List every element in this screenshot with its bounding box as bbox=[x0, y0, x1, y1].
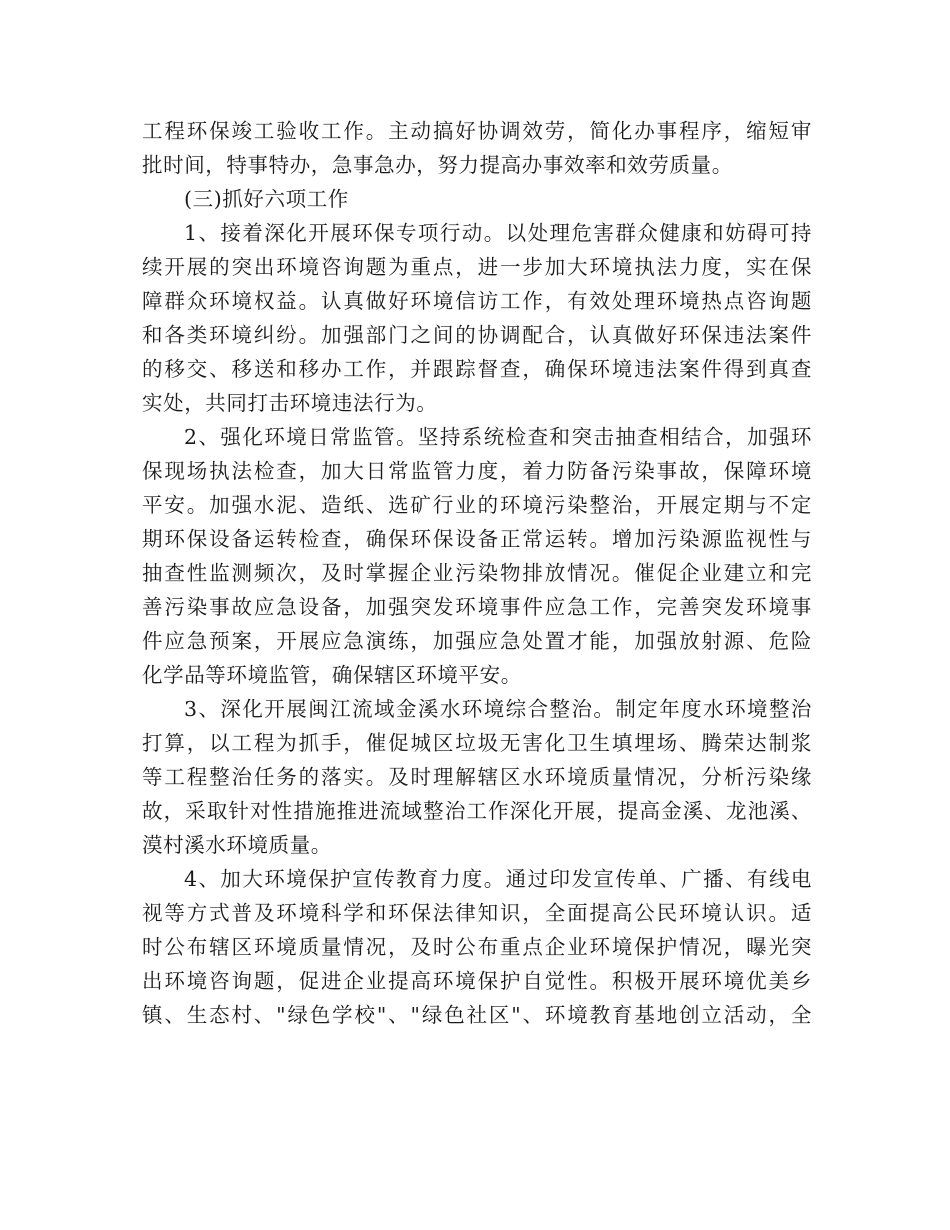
text-line: 漠村溪水环境质量。 bbox=[142, 833, 332, 857]
text-line: 抽查性监测频次，及时掌握企业污染物排放情况。催促企业建立和完 bbox=[142, 561, 812, 585]
text-line: 镇、生态村、"绿色学校"、"绿色社区"、环境教育基地创立活动，全 bbox=[142, 1003, 812, 1027]
text-line: 时公布辖区环境质量情况，及时公布重点企业环境保护情况，曝光突 bbox=[142, 935, 812, 959]
text-line: 1、接着深化开展环保专项行动。以处理危害群众健康和妨碍可持 bbox=[184, 221, 812, 245]
text-line: 障群众环境权益。认真做好环境信访工作，有效处理环境热点咨询题 bbox=[142, 289, 812, 313]
text-line: 4、加大环境保护宣传教育力度。通过印发宣传单、广播、有线电 bbox=[184, 867, 812, 891]
text-line: 工程环保竣工验收工作。主动搞好协调效劳，简化办事程序，缩短审 bbox=[142, 119, 812, 143]
text-line: 批时间，特事特办，急事急办，努力提高办事效率和效劳质量。 bbox=[142, 153, 733, 177]
section-heading: (三)抓好六项工作 bbox=[184, 187, 349, 211]
text-line: 等工程整治任务的落实。及时理解辖区水环境质量情况，分析污染缘 bbox=[142, 765, 812, 789]
text-line: 故，采取针对性措施推进流域整治工作深化开展，提高金溪、龙池溪、 bbox=[142, 799, 812, 823]
document-body bbox=[142, 114, 812, 1032]
text-line: 化学品等环境监管，确保辖区环境平安。 bbox=[142, 663, 522, 687]
text-line: 和各类环境纠纷。加强部门之间的协调配合，认真做好环保违法案件 bbox=[142, 323, 812, 347]
text-line: 续开展的突出环境咨询题为重点，进一步加大环境执法力度，实在保 bbox=[142, 255, 812, 279]
text-line: 2、强化环境日常监管。坚持系统检查和突击抽查相结合，加强环 bbox=[184, 425, 812, 449]
text-line: 保现场执法检查，加大日常监管力度，着力防备污染事故，保障环境 bbox=[142, 459, 812, 483]
text-line: 善污染事故应急设备，加强突发环境事件应急工作，完善突发环境事 bbox=[142, 595, 812, 619]
text-line: 出环境咨询题，促进企业提高环境保护自觉性。积极开展环境优美乡 bbox=[142, 969, 812, 993]
text-line: 3、深化开展闽江流域金溪水环境综合整治。制定年度水环境整治 bbox=[184, 697, 812, 721]
text-line: 平安。加强水泥、造纸、选矿行业的环境污染整治，开展定期与不定 bbox=[142, 493, 812, 517]
text-line: 件应急预案，开展应急演练，加强应急处置才能，加强放射源、危险 bbox=[142, 629, 812, 653]
text-line: 期环保设备运转检查，确保环保设备正常运转。增加污染源监视性与 bbox=[142, 527, 812, 551]
text-line: 视等方式普及环境科学和环保法律知识，全面提高公民环境认识。适 bbox=[142, 901, 812, 925]
text-line: 的移交、移送和移办工作，并跟踪督查，确保环境违法案件得到真查 bbox=[142, 357, 812, 381]
text-line: 实处，共同打击环境违法行为。 bbox=[142, 391, 438, 415]
text-line: 打算，以工程为抓手，催促城区垃圾无害化卫生填埋场、腾荣达制浆 bbox=[142, 731, 812, 755]
